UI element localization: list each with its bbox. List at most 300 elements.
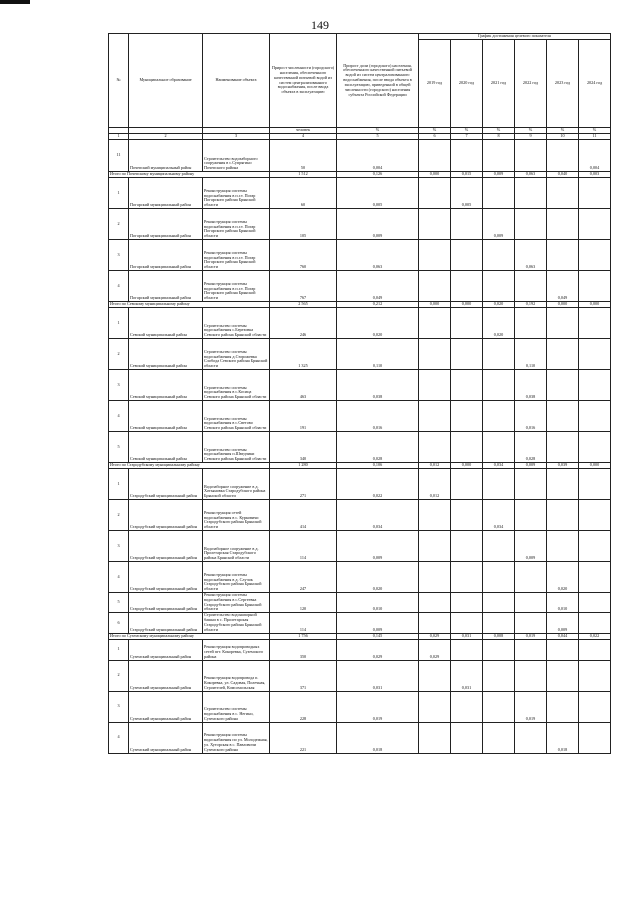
year-value: [579, 469, 611, 500]
row-number: 1: [109, 469, 129, 500]
row-number: 2: [109, 209, 129, 240]
year-value: [451, 691, 483, 722]
total-year-value: 0,000: [419, 172, 451, 178]
year-value: [419, 339, 451, 370]
total-year-value: 0,000: [547, 302, 579, 308]
year-value: 0,049: [547, 271, 579, 302]
object-cell: Реконструкция водопроводных сетей пгт. Кокоревка, Суземского района: [203, 639, 270, 660]
year-value: [579, 613, 611, 633]
year-value: [451, 562, 483, 593]
header-year: 2024 год: [579, 40, 611, 128]
municipality-cell: Погарский муниципальный район: [129, 240, 203, 271]
total-year-value: 0,000: [419, 302, 451, 308]
table-row: [109, 209, 611, 240]
object-cell: Водозаборное сооружение в д. Пролетарская Стародубского района Брянской области: [203, 531, 270, 562]
year-value: [483, 432, 515, 463]
year-value: [451, 432, 483, 463]
unit-cell: человек: [270, 128, 337, 134]
people-cell: 246: [270, 308, 337, 339]
total-year-value: 0,029: [419, 633, 451, 639]
share-cell: 0,004: [337, 140, 419, 172]
people-cell: 414: [270, 500, 337, 531]
total-year-value: 0,039: [547, 463, 579, 469]
col-number: 1: [109, 134, 129, 140]
year-value: [419, 722, 451, 753]
object-cell: Строительство водонапорной башни в с. Пролетарская Стародубского района Брянской области: [203, 613, 270, 633]
object-cell: Строительство системы водоснабжения в с.Косица Севского района Брянской области: [203, 370, 270, 401]
municipality-cell: Погарский муниципальный район: [129, 178, 203, 209]
people-cell: 120: [270, 593, 337, 613]
year-value: [419, 432, 451, 463]
year-value: [579, 240, 611, 271]
year-value: [579, 593, 611, 613]
row-number: 6: [109, 613, 129, 633]
header-num: №: [109, 34, 129, 128]
unit-cell: %: [547, 128, 579, 134]
year-value: [419, 660, 451, 691]
object-cell: Строительство водозаборного сооружения в с.Супрягино Почепского района: [203, 140, 270, 172]
table-row: [109, 639, 611, 660]
header-year: 2021 год: [483, 40, 515, 128]
year-value: [483, 593, 515, 613]
row-number: 2: [109, 339, 129, 370]
object-cell: Реконструкция системы водоснабжения в д. Случок Стародубского района Брянской области: [203, 562, 270, 593]
table-row: [109, 370, 611, 401]
total-label: Итого по Почепскому муниципальному району: [109, 172, 270, 178]
year-value: [451, 593, 483, 613]
col-number: 11: [579, 134, 611, 140]
year-value: [547, 339, 579, 370]
year-value: 0,005: [451, 178, 483, 209]
year-value: [547, 401, 579, 432]
header-growth-share: Прирост доли (городского) населения, обеспеченного качественной питьевой водой из систем централизованного водоснабжения, после ввода объекта в эксплуатацию, приведенной в общей численности (городского) населения субъекта Российской Федерации: [337, 34, 419, 128]
share-cell: 0,010: [337, 593, 419, 613]
year-value: [579, 271, 611, 302]
table-row: [109, 691, 611, 722]
row-number: 4: [109, 271, 129, 302]
table-row: [109, 140, 611, 172]
header-year: 2022 год: [515, 40, 547, 128]
total-year-value: 0,015: [451, 172, 483, 178]
share-cell: 0,034: [337, 500, 419, 531]
header-year: 2019 год: [419, 40, 451, 128]
total-share: 0,145: [337, 633, 419, 639]
unit-cell: %: [337, 128, 419, 134]
year-value: [547, 500, 579, 531]
year-value: [483, 469, 515, 500]
year-value: [419, 562, 451, 593]
table-body: [109, 140, 611, 754]
object-cell: Реконструкция системы водоснабжения в п.г.т. Погар Погарского района Брянской области: [203, 178, 270, 209]
year-value: [483, 370, 515, 401]
year-value: [579, 401, 611, 432]
row-number: 4: [109, 562, 129, 593]
object-cell: Реконструкция системы водоснабжения в п.г.т. Погар Погарского района Брянской области: [203, 271, 270, 302]
people-cell: 463: [270, 370, 337, 401]
year-value: [579, 562, 611, 593]
row-number: 2: [109, 500, 129, 531]
year-value: [579, 500, 611, 531]
year-value: [483, 639, 515, 660]
object-cell: Реконструкция сетей водоснабжения в с. Курковичи Стародубского района Брянской области: [203, 500, 270, 531]
total-share: 0,106: [337, 463, 419, 469]
header-growth-people: Прирост численности (городского) населения, обеспеченного качественной питьевой водой из систем централизованного водоснабжения, после ввода объекта в эксплуатацию: [270, 34, 337, 128]
total-year-value: 0,000: [579, 302, 611, 308]
year-value: [419, 401, 451, 432]
total-year-value: 0,031: [451, 633, 483, 639]
municipality-cell: Погарский муниципальный район: [129, 271, 203, 302]
year-value: [515, 140, 547, 172]
total-year-value: 0,012: [419, 463, 451, 469]
object-cell: Строительство системы водоснабжения в с. Негино, Суземского района: [203, 691, 270, 722]
year-value: [547, 531, 579, 562]
year-value: [419, 209, 451, 240]
row-number: 1: [109, 178, 129, 209]
year-value: [483, 178, 515, 209]
people-cell: 1 325: [270, 339, 337, 370]
year-value: [579, 691, 611, 722]
municipality-cell: Стародубский муниципальный район: [129, 613, 203, 633]
table-row: [109, 432, 611, 463]
table-row: [109, 562, 611, 593]
people-cell: 221: [270, 722, 337, 753]
page-number: 149: [311, 18, 329, 32]
row-number: 3: [109, 370, 129, 401]
people-cell: 191: [270, 401, 337, 432]
total-year-value: 0,044: [547, 633, 579, 639]
row-number: 11: [109, 140, 129, 172]
table-row: [109, 722, 611, 753]
share-cell: 0,009: [337, 613, 419, 633]
row-number: 4: [109, 401, 129, 432]
year-value: [515, 593, 547, 613]
year-value: [547, 691, 579, 722]
share-cell: 0,031: [337, 660, 419, 691]
object-cell: Водозаборное сооружение в д. Хотьяновка Стародубского района Брянской области: [203, 469, 270, 500]
year-value: [579, 209, 611, 240]
people-cell: 760: [270, 240, 337, 271]
object-cell: Строительство системы водоснабжения в с.Светово Севского района Брянской области: [203, 401, 270, 432]
year-value: 0,009: [515, 531, 547, 562]
share-cell: 0,049: [337, 271, 419, 302]
table-row: [109, 271, 611, 302]
year-value: [579, 639, 611, 660]
municipality-cell: Севский муниципальный район: [129, 401, 203, 432]
year-value: [451, 140, 483, 172]
total-year-value: 0,009: [483, 172, 515, 178]
col-number: 8: [483, 134, 515, 140]
municipality-cell: Севский муниципальный район: [129, 432, 203, 463]
municipality-cell: Севский муниципальный район: [129, 308, 203, 339]
year-value: [515, 562, 547, 593]
year-value: 0,031: [451, 660, 483, 691]
header-schedule: График достижения целевого показателя: [419, 34, 611, 40]
col-number: 2: [129, 134, 203, 140]
total-people: 1 512: [270, 172, 337, 178]
row-number: 3: [109, 531, 129, 562]
object-cell: Реконструкция водопровода п. Кокоревка, ул. Садовая, Полечная, Строителей, Комсомольская: [203, 660, 270, 691]
people-cell: 105: [270, 209, 337, 240]
municipality-cell: Почепский муниципальный район: [129, 140, 203, 172]
year-value: [547, 178, 579, 209]
people-cell: 247: [270, 562, 337, 593]
year-value: [451, 639, 483, 660]
municipality-cell: Стародубский муниципальный район: [129, 469, 203, 500]
year-value: [419, 613, 451, 633]
total-people: 1 756: [270, 633, 337, 639]
total-year-value: 0,040: [547, 172, 579, 178]
year-value: [515, 613, 547, 633]
municipality-cell: Суземский муниципальный район: [129, 691, 203, 722]
year-value: 0,009: [547, 613, 579, 633]
municipality-cell: Стародубский муниципальный район: [129, 500, 203, 531]
year-value: 0,010: [547, 593, 579, 613]
year-value: [419, 240, 451, 271]
people-cell: 228: [270, 691, 337, 722]
unit-cell: %: [419, 128, 451, 134]
data-table: [108, 33, 611, 754]
year-value: [483, 691, 515, 722]
year-value: [547, 370, 579, 401]
header-municipality: Муниципальное образование: [129, 34, 203, 128]
table-row: [109, 240, 611, 271]
share-cell: 0,005: [337, 178, 419, 209]
total-year-value: 0,063: [515, 172, 547, 178]
year-value: [579, 432, 611, 463]
share-cell: 0,028: [337, 432, 419, 463]
year-value: 0,029: [419, 639, 451, 660]
share-cell: 0,019: [337, 691, 419, 722]
year-value: [547, 209, 579, 240]
row-number: 5: [109, 432, 129, 463]
year-value: [579, 531, 611, 562]
total-label: Итого по Севскому муниципальному району: [109, 302, 270, 308]
year-value: [451, 500, 483, 531]
object-cell: Реконструкция системы водоснабжения в п.г.т. Погар Погарского района Брянской области: [203, 240, 270, 271]
people-cell: 50: [270, 140, 337, 172]
unit-cell: %: [515, 128, 547, 134]
total-people: 1 280: [270, 463, 337, 469]
object-cell: Реконструкция системы водоснабжения в с.Сергеевка Стародубского района Брянской области: [203, 593, 270, 613]
row-number: 4: [109, 722, 129, 753]
municipality-cell: Суземский муниципальный район: [129, 639, 203, 660]
year-value: [515, 469, 547, 500]
year-value: [483, 722, 515, 753]
year-value: [419, 500, 451, 531]
year-value: [451, 722, 483, 753]
year-value: 0,110: [515, 339, 547, 370]
year-value: [451, 469, 483, 500]
people-cell: 271: [270, 469, 337, 500]
year-value: [515, 500, 547, 531]
municipality-cell: Стародубский муниципальный район: [129, 593, 203, 613]
total-year-value: 0,003: [579, 172, 611, 178]
year-value: 0,019: [515, 691, 547, 722]
year-value: [515, 722, 547, 753]
year-value: [547, 140, 579, 172]
total-year-value: 0,019: [515, 633, 547, 639]
year-value: [451, 240, 483, 271]
year-value: [419, 140, 451, 172]
year-value: [579, 308, 611, 339]
total-year-value: 0,000: [451, 302, 483, 308]
year-value: 0,063: [515, 240, 547, 271]
year-value: [579, 660, 611, 691]
col-number: 9: [515, 134, 547, 140]
year-value: [515, 209, 547, 240]
municipality-cell: Стародубский муниципальный район: [129, 562, 203, 593]
people-cell: 114: [270, 613, 337, 633]
year-value: 0,028: [515, 432, 547, 463]
total-year-value: 0,000: [579, 463, 611, 469]
object-cell: Строительство системы водоснабжения д.Сторожевка Слобода Севского района Брянской области: [203, 339, 270, 370]
year-value: 0,018: [547, 722, 579, 753]
year-value: [515, 639, 547, 660]
row-number: 3: [109, 240, 129, 271]
year-value: [419, 308, 451, 339]
total-year-value: 0,034: [483, 463, 515, 469]
year-value: [579, 178, 611, 209]
year-value: [515, 271, 547, 302]
unit-cell: %: [579, 128, 611, 134]
year-value: [451, 370, 483, 401]
share-cell: 0,016: [337, 401, 419, 432]
header-year: 2023 год: [547, 40, 579, 128]
year-value: [451, 271, 483, 302]
year-value: [483, 401, 515, 432]
year-value: [451, 613, 483, 633]
header-object: Наименование объекта: [203, 34, 270, 128]
municipality-cell: Суземский муниципальный район: [129, 660, 203, 691]
table-row: [109, 339, 611, 370]
row-number: 2: [109, 660, 129, 691]
col-number: 4: [270, 134, 337, 140]
data-table-sheet: [108, 33, 610, 754]
table-row: [109, 531, 611, 562]
people-cell: 767: [270, 271, 337, 302]
year-value: [483, 240, 515, 271]
year-value: [515, 660, 547, 691]
total-year-value: 0,009: [515, 463, 547, 469]
year-value: [515, 178, 547, 209]
year-value: [515, 308, 547, 339]
share-cell: 0,022: [337, 469, 419, 500]
col-number: 7: [451, 134, 483, 140]
table-row: [109, 178, 611, 209]
year-value: 0,009: [483, 209, 515, 240]
year-value: [579, 339, 611, 370]
year-value: [451, 339, 483, 370]
year-value: [483, 339, 515, 370]
people-cell: 371: [270, 660, 337, 691]
year-value: [483, 613, 515, 633]
unit-cell: %: [483, 128, 515, 134]
municipality-cell: Суземский муниципальный район: [129, 722, 203, 753]
share-cell: 0,009: [337, 531, 419, 562]
total-label: Итого по Суземскому муниципальному району: [109, 633, 270, 639]
col-number: 6: [419, 134, 451, 140]
row-number: 1: [109, 308, 129, 339]
year-value: [547, 240, 579, 271]
year-value: [579, 370, 611, 401]
row-number: 5: [109, 593, 129, 613]
year-value: [483, 562, 515, 593]
year-value: [483, 140, 515, 172]
year-value: [419, 593, 451, 613]
object-cell: Реконструкция системы водоснабжения в п.г.т. Погар Погарского района Брянской области: [203, 209, 270, 240]
table-row: [109, 469, 611, 500]
year-value: [579, 722, 611, 753]
total-year-value: 0,000: [451, 463, 483, 469]
year-value: [483, 271, 515, 302]
year-value: 0,034: [483, 500, 515, 531]
people-cell: 340: [270, 432, 337, 463]
share-cell: 0,029: [337, 639, 419, 660]
object-cell: Строительство системы водоснабжения с.Березовка Севского района Брянской области: [203, 308, 270, 339]
table-row: [109, 401, 611, 432]
year-value: 0,012: [419, 469, 451, 500]
year-value: [547, 469, 579, 500]
year-value: [547, 308, 579, 339]
year-value: [419, 531, 451, 562]
share-cell: 0,063: [337, 240, 419, 271]
table-row: [109, 660, 611, 691]
municipality-cell: Севский муниципальный район: [129, 370, 203, 401]
municipality-cell: Севский муниципальный район: [129, 339, 203, 370]
year-value: [483, 660, 515, 691]
year-value: [547, 660, 579, 691]
year-value: [451, 531, 483, 562]
total-share: 0,212: [337, 302, 419, 308]
table-row: [109, 593, 611, 613]
table-row: [109, 613, 611, 633]
unit-cell: %: [451, 128, 483, 134]
people-cell: 114: [270, 531, 337, 562]
people-cell: 60: [270, 178, 337, 209]
municipality-cell: Погарский муниципальный район: [129, 209, 203, 240]
object-cell: Реконструкция системы водоснабжения по ул. Молодежная, ул. Хуторская в с. Павловичи Суземского района: [203, 722, 270, 753]
year-value: [451, 209, 483, 240]
total-label: Итого по Стародубскому муниципальному району: [109, 463, 270, 469]
share-cell: 0,038: [337, 370, 419, 401]
total-year-value: 0,020: [483, 302, 515, 308]
top-edge-mark: [0, 0, 30, 4]
col-number: 3: [203, 134, 270, 140]
total-people: 2 565: [270, 302, 337, 308]
share-cell: 0,009: [337, 209, 419, 240]
year-value: 0,020: [483, 308, 515, 339]
year-value: [419, 271, 451, 302]
share-cell: 0,020: [337, 308, 419, 339]
total-share: 0,126: [337, 172, 419, 178]
year-value: [547, 639, 579, 660]
year-value: [419, 178, 451, 209]
object-cell: Строительство системы водоснабжения п.Шведчики Севского района Брянской области: [203, 432, 270, 463]
total-year-value: 0,008: [483, 633, 515, 639]
year-value: 0,004: [579, 140, 611, 172]
year-value: [483, 531, 515, 562]
col-number: 5: [337, 134, 419, 140]
year-value: [419, 370, 451, 401]
people-cell: 350: [270, 639, 337, 660]
table-row: [109, 500, 611, 531]
year-value: [547, 432, 579, 463]
total-year-value: 0,022: [579, 633, 611, 639]
year-value: 0,016: [515, 401, 547, 432]
row-number: 3: [109, 691, 129, 722]
year-value: [419, 691, 451, 722]
col-number: 10: [547, 134, 579, 140]
